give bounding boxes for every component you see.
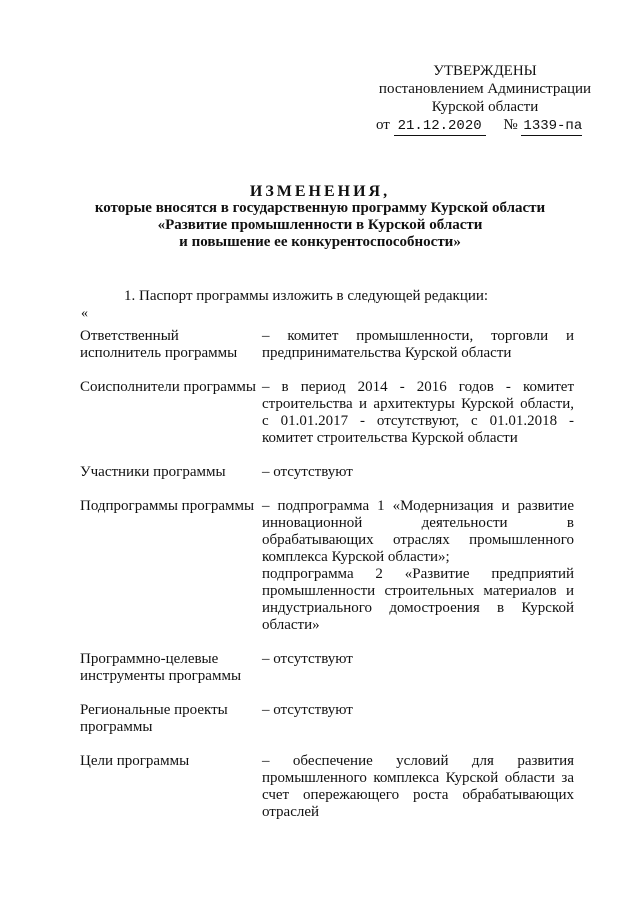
passport-row-label: Цели программы [80,753,190,769]
passport-row-value [262,464,574,481]
passport-value-paragraph: – отсутствуют [262,464,353,480]
passport-value-paragraph: – в период 2014 - 2016 годов - комитет строительства и архитектуры Курской области, с 01.01.2017 - отсутствуют, с 01.01.2018 - комитет строительства Курской области [262,379,574,446]
passport-value-paragraph: – подпрограмма 1 «Модернизация и развитие инновационной деятельности в обрабатывающих отраслях промышленного комплекса Курской области»; [262,498,574,565]
intro-paragraph: 1. Паспорт программы изложить в следующей редакции: [124,288,489,304]
heading-title: ИЗМЕНЕНИЯ, [249,183,391,200]
date-prefix: от [376,117,390,133]
approval-line-1: постановлением Администрации [378,81,592,97]
passport-row-value [262,498,574,634]
passport-row [80,379,574,447]
passport-row-label: Программно-целевые инструменты программы [80,651,242,684]
passport-table [80,328,574,838]
document-heading [0,183,640,251]
passport-row-label: Ответственный исполнитель программы [80,328,238,361]
approval-line-2: Курской области [431,99,539,115]
approval-number: 1339-па [523,118,583,134]
passport-row [80,464,574,481]
passport-row [80,651,574,685]
passport-row-value [262,328,574,362]
heading-line-3: и повышение ее конкурентоспособности» [179,234,461,250]
approval-date: 21.12.2020 [394,117,486,136]
approval-title: УТВЕРЖДЕНЫ [433,63,537,79]
passport-row-value [262,379,574,447]
passport-row [80,498,574,634]
passport-value-paragraph: – отсутствуют [262,651,353,667]
passport-row-label: Региональные проекты программы [80,702,228,735]
open-quote: « [81,306,88,321]
passport-row-label: Участники программы [80,464,226,480]
passport-row [80,702,574,736]
passport-row-label: Соисполнители программы [80,379,256,395]
passport-row-value [262,702,574,736]
approval-stamp [360,62,610,136]
passport-row-label: Подпрограммы программы [80,498,255,514]
passport-value-paragraph: – отсутствуют [262,702,353,718]
passport-row-value [262,753,574,821]
passport-value-paragraph: подпрограмма 2 «Развитие предприятий промышленности строительных материалов и индустриального домостроения в Курской области» [262,566,574,633]
passport-row [80,753,574,821]
heading-line-1: которые вносятся в государственную программу Курской области [94,200,546,216]
number-prefix: № [503,117,518,133]
passport-row [80,328,574,362]
passport-value-paragraph: – комитет промышленности, торговли и предпринимательства Курской области [262,328,574,361]
heading-line-2: «Развитие промышленности в Курской области [157,217,483,233]
passport-row-value [262,651,574,685]
passport-value-paragraph: – обеспечение условий для развития промышленного комплекса Курской области за счет опережающего роста обрабатывающих отраслей [262,753,574,820]
approval-date-line [376,116,610,136]
